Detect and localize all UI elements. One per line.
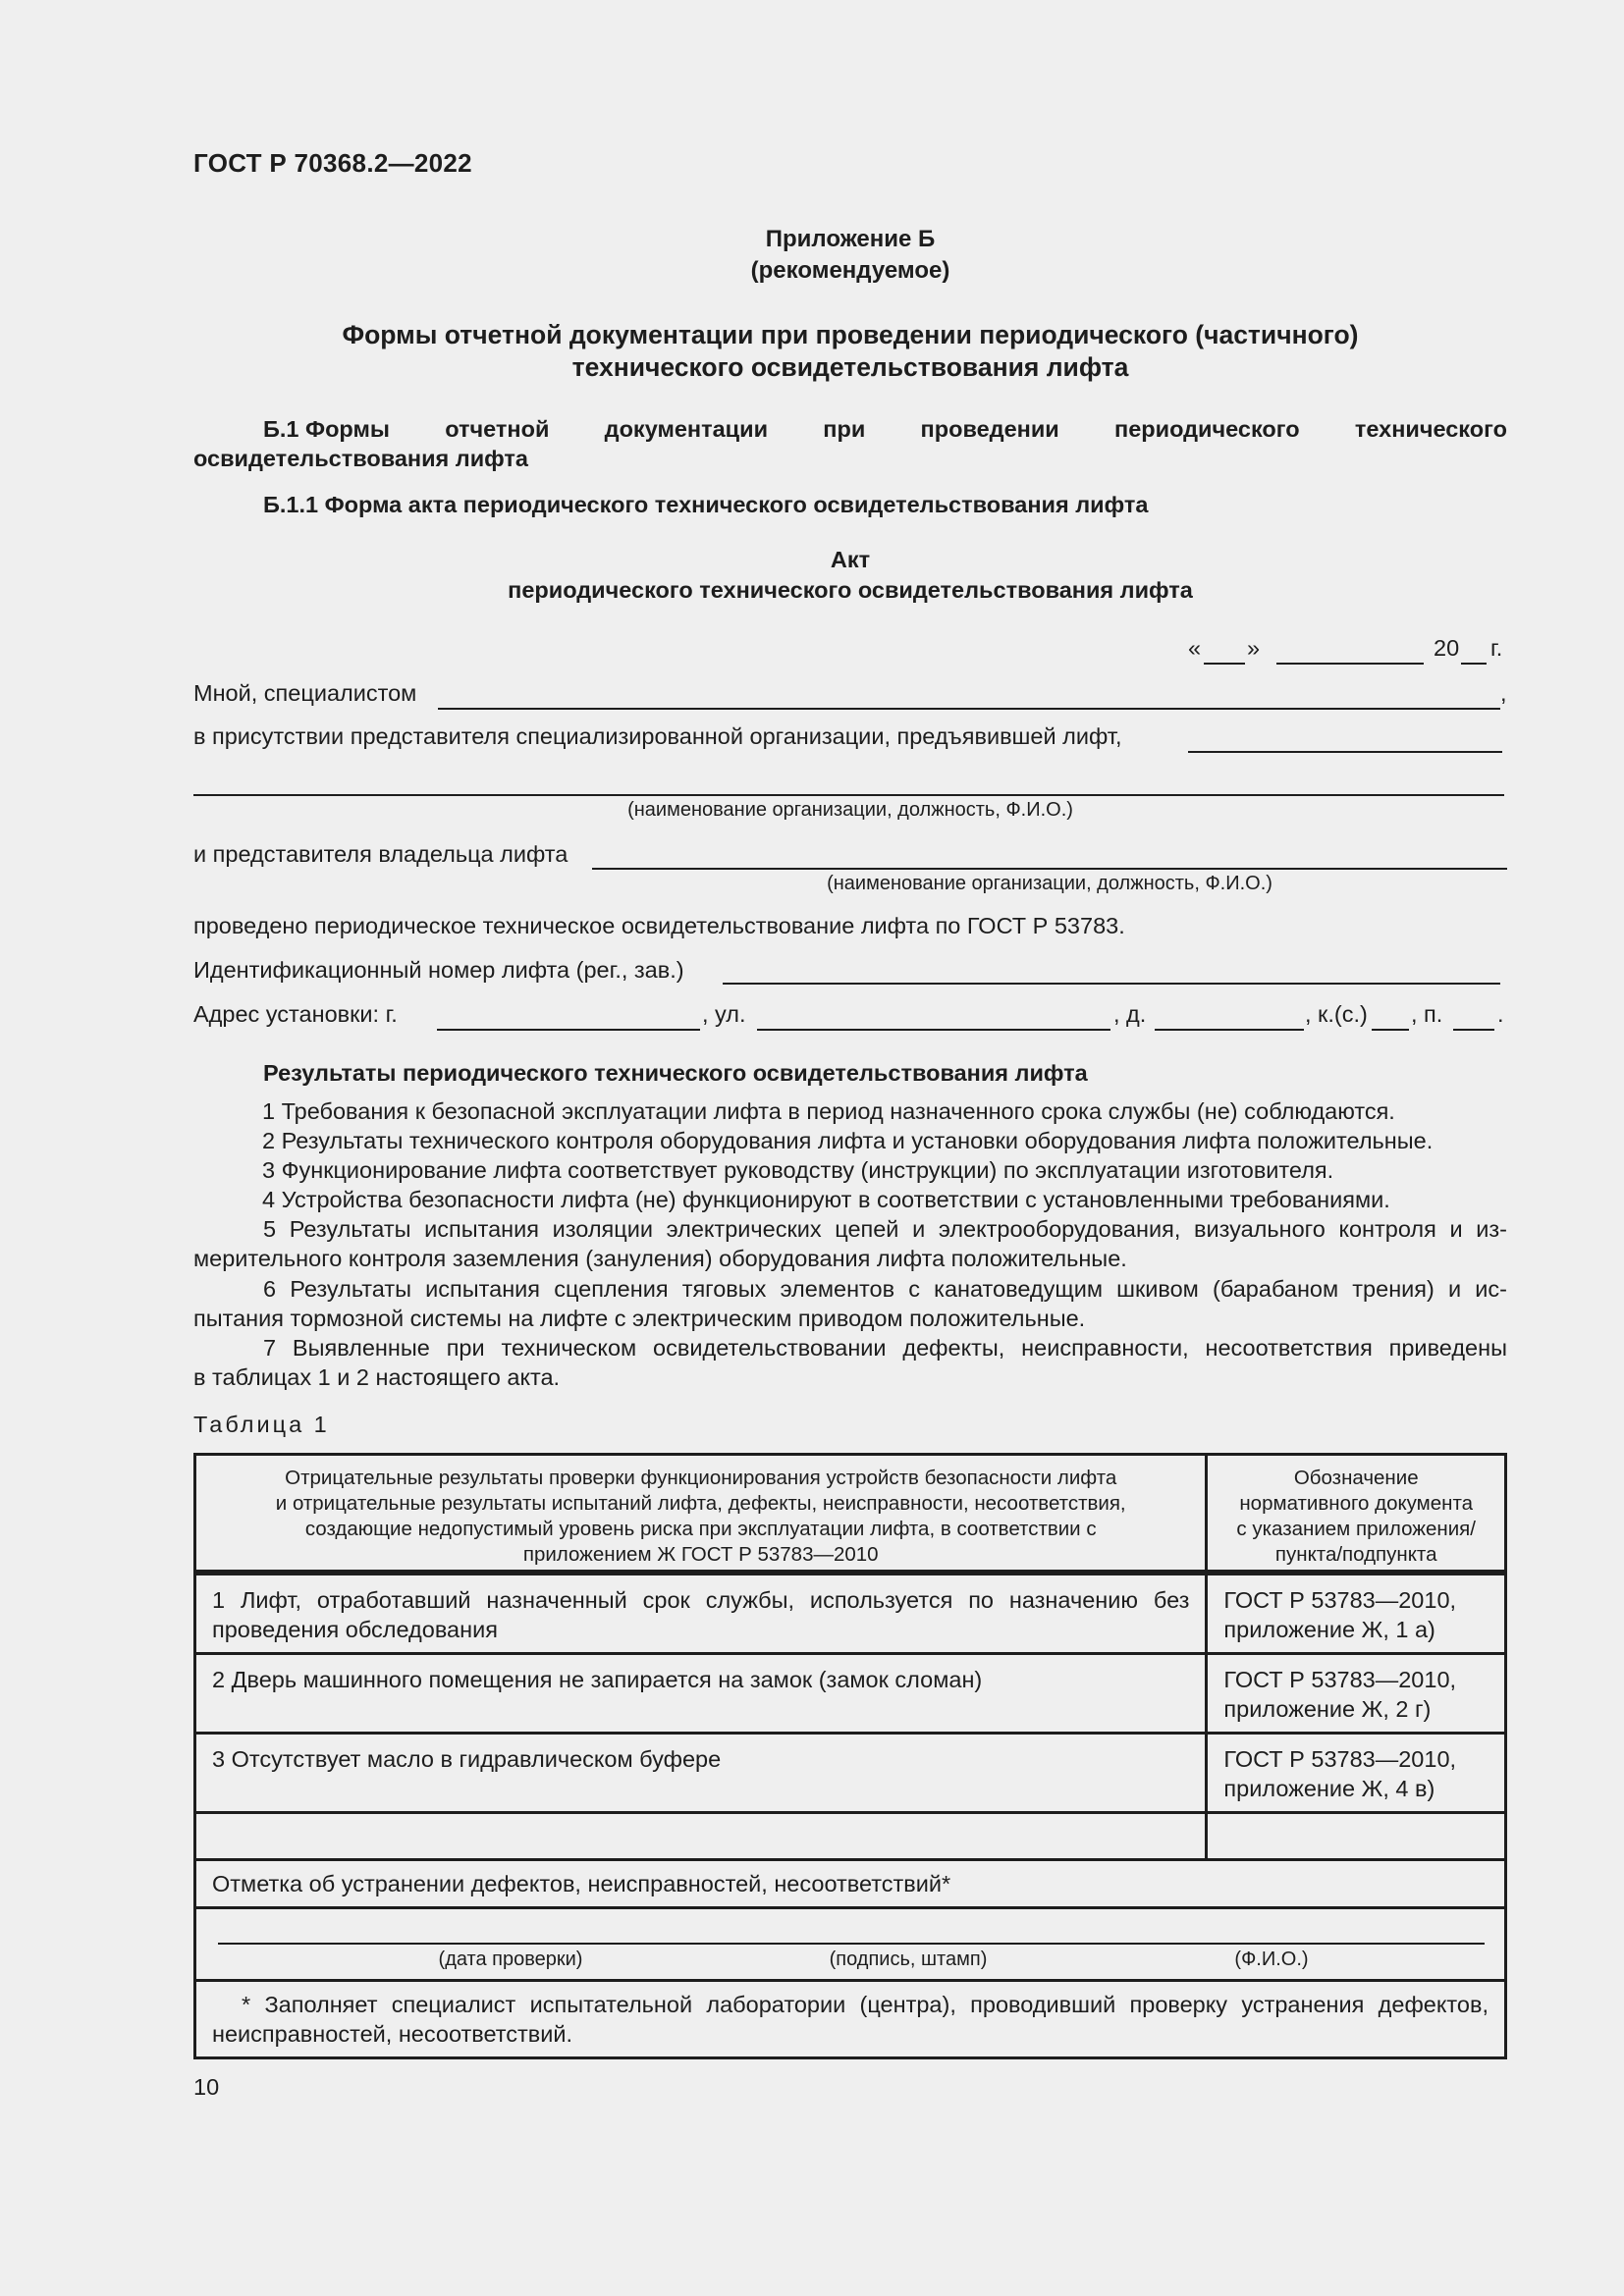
main-title-line2: технического освидетельствования лифта [571, 352, 1129, 382]
address-city-label: Адрес установки: г. [193, 1001, 398, 1027]
act-subtitle: периодического технического освидетельствования лифта [508, 577, 1193, 603]
month-blank[interactable] [1276, 663, 1424, 665]
table-header-row [195, 1455, 1506, 1573]
table-row [195, 1573, 1506, 1654]
remedy-label-cell: Отметка об устранении дефектов, неисправностей, несоответствий* [195, 1859, 1506, 1907]
section-b1-word: при [823, 416, 866, 442]
remedy-row [195, 1859, 1506, 1907]
address-end: . [1497, 1001, 1504, 1027]
table-cell-ref: ГОСТ Р 53783—2010, приложение Ж, 4 в) [1207, 1733, 1506, 1812]
date-line [1188, 635, 1507, 665]
table-label: Таблица 1 [193, 1412, 330, 1437]
table-header-left: Отрицательные результаты проверки функционирования устройств безопасности лифта и отрицательные результаты испытаний лифта, дефекты, неисправности, несоответствия, создающие недопустимый уровень риска при эксплуатации лифта, в соответствии с приложением Ж ГОСТ Р 53783—2010 [195, 1455, 1207, 1573]
building-field[interactable] [1372, 1029, 1409, 1031]
main-title-line1: Формы отчетной документации при проведении периодического (частичного) [342, 320, 1359, 349]
lift-id-field[interactable] [723, 983, 1500, 985]
year-prefix: 20 [1434, 635, 1460, 661]
table-cell-defect: 2 Дверь машинного помещения не запирается на замок (замок сломан) [195, 1653, 1207, 1733]
result-item-6: 6 Результаты испытания сцепления тяговых элементов с канатоведущим шкивом (барабаном трения) и ис- [263, 1276, 1507, 1302]
table-row-empty [195, 1812, 1506, 1859]
specialist-label: Мной, специалистом [193, 680, 417, 706]
quote-open: « [1188, 635, 1202, 661]
date-caption: (дата проверки) [438, 1948, 583, 1970]
section-b1-word: проведении [920, 416, 1059, 442]
defects-table [193, 1453, 1507, 2059]
page-number: 10 [193, 2074, 220, 2100]
representative-label: в присутствии представителя специализированной организации, предъявившей лифт, [193, 723, 1122, 749]
result-item-7: 7 Выявленные при техническом освидетельствовании дефекты, неисправности, несоответствия приведены [263, 1335, 1507, 1361]
result-item: 3 Функционирование лифта соответствует руководству (инструкции) по эксплуатации изготовителя. [262, 1157, 1334, 1183]
section-b1-word: Б.1 Формы [263, 416, 390, 442]
result-item-5-cont: мерительного контроля заземления (зануления) оборудования лифта положительные. [193, 1246, 1127, 1271]
sign-caption: (подпись, штамп) [829, 1948, 988, 1970]
year-blank[interactable] [1461, 663, 1487, 665]
representative-field-cont[interactable] [193, 794, 1504, 796]
lift-id-label: Идентификационный номер лифта (рег., зав.) [193, 957, 684, 983]
specialist-field[interactable] [438, 708, 1500, 710]
address-line [193, 1001, 1507, 1033]
footnote-cell: * Заполняет специалист испытательной лаборатории (центра), проводивший проверку устранения дефектов, неисправностей, несоответствий. [195, 1980, 1506, 2057]
result-item-7-cont: в таблицах 1 и 2 настоящего акта. [193, 1364, 561, 1390]
table-cell-defect: 3 Отсутствует масло в гидравлическом буфере [195, 1733, 1207, 1812]
result-item: 4 Устройства безопасности лифта (не) функционируют в соответствии с установленными требованиями. [262, 1187, 1390, 1212]
table-row [195, 1733, 1506, 1812]
org-caption: (наименование организации, должность, Ф.И.О.) [627, 799, 1073, 821]
footnote-row [195, 1980, 1506, 2057]
table-cell-empty[interactable] [1207, 1812, 1506, 1859]
table-cell-empty[interactable] [195, 1812, 1207, 1859]
address-entrance-label: , п. [1411, 1001, 1443, 1027]
specialist-end: , [1500, 680, 1507, 706]
name-caption: (Ф.И.О.) [1234, 1948, 1309, 1970]
quote-close: » [1247, 635, 1261, 661]
section-b1-word: документации [604, 416, 769, 442]
table-cell-ref: ГОСТ Р 53783—2010, приложение Ж, 2 г) [1207, 1653, 1506, 1733]
table-row [195, 1653, 1506, 1733]
house-field[interactable] [1155, 1029, 1304, 1031]
appendix-title: Приложение Б [765, 226, 936, 252]
owner-field[interactable] [592, 868, 1507, 870]
owner-label: и представителя владельца лифта [193, 841, 568, 867]
section-b1-heading [263, 416, 1507, 443]
section-b1-word: периодического [1114, 416, 1300, 442]
signature-row [195, 1907, 1506, 1980]
document-standard-header: ГОСТ Р 70368.2—2022 [193, 148, 472, 178]
act-title: Акт [830, 547, 871, 572]
address-house-label: , д. [1113, 1001, 1147, 1027]
owner-caption: (наименование организации, должность, Ф.И.О.) [827, 873, 1272, 894]
results-title: Результаты периодического технического освидетельствования лифта [263, 1060, 1088, 1086]
result-item-6-cont: пытания тормозной системы на лифте с электрическим приводом положительные. [193, 1306, 1086, 1331]
appendix-status: (рекомендуемое) [750, 257, 950, 284]
address-street-label: , ул. [702, 1001, 746, 1027]
result-item: 1 Требования к безопасной эксплуатации лифта в период назначенного срока службы (не) соблюдаются. [262, 1098, 1395, 1124]
section-b1-word: отчетной [445, 416, 550, 442]
section-b1-heading-cont: освидетельствования лифта [193, 446, 529, 471]
conducted-text: проведено периодическое техническое освидетельствование лифта по ГОСТ Р 53783. [193, 913, 1125, 938]
result-item: 2 Результаты технического контроля оборудования лифта и установки оборудования лифта положительные. [262, 1128, 1434, 1153]
table-cell-defect: 1 Лифт, отработавший назначенный срок службы, используется по назначению без проведения обследования [195, 1573, 1207, 1654]
result-item-5: 5 Результаты испытания изоляции электрических цепей и электрооборудования, визуального контроля и из- [263, 1216, 1507, 1242]
street-field[interactable] [757, 1029, 1110, 1031]
table-header-right: Обозначение нормативного документа с указанием приложения/ пункта/подпункта [1207, 1455, 1506, 1573]
signature-field[interactable] [218, 1943, 1485, 1945]
year-suffix: г. [1490, 635, 1503, 661]
section-b1-word: технического [1354, 416, 1507, 442]
day-blank[interactable] [1204, 663, 1245, 665]
entrance-field[interactable] [1453, 1029, 1494, 1031]
table-cell-ref: ГОСТ Р 53783—2010, приложение Ж, 1 а) [1207, 1573, 1506, 1654]
signature-cell [195, 1907, 1506, 1980]
representative-field[interactable] [1188, 751, 1502, 753]
address-building-label: , к.(с.) [1305, 1001, 1368, 1027]
section-b11-heading: Б.1.1 Форма акта периодического технического освидетельствования лифта [263, 492, 1149, 517]
city-field[interactable] [437, 1029, 700, 1031]
